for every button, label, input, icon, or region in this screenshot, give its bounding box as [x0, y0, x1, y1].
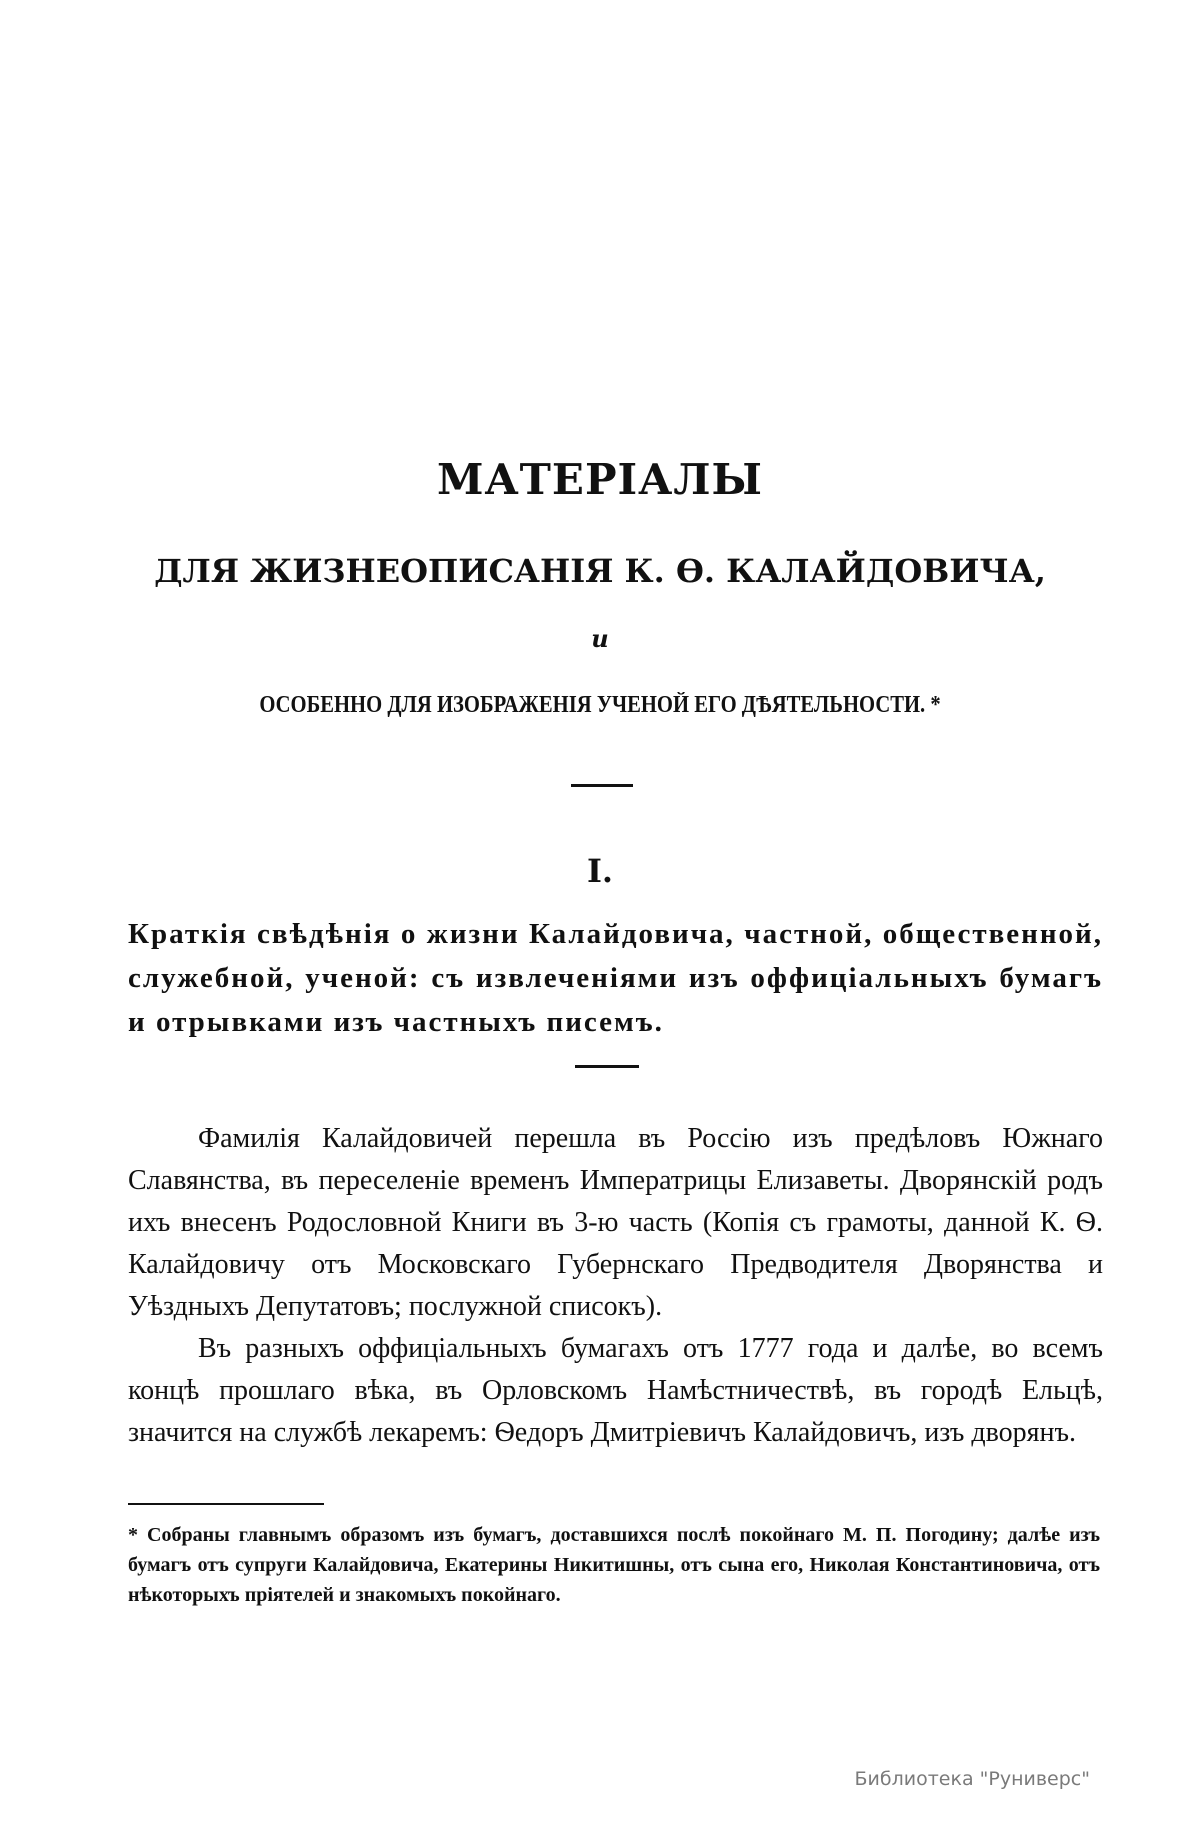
page-subtitle: ДЛЯ ЖИЗНЕОПИСАНІЯ К. Ѳ. КАЛАЙДОВИЧА,: [154, 552, 1046, 590]
page-subtitle-secondary: ОСОБЕННО ДЛЯ ИЗОБРАЖЕНІЯ УЧЕНОЙ ЕГО ДѢЯТЕЛЬНОСТИ. *: [259, 692, 941, 718]
subtitle-conjunction: и: [591, 624, 609, 653]
paragraph: Фамилія Калайдовичей перешла въ Россію изъ предѣловъ Южнаго Славянства, въ переселеніе временъ Императрицы Елизаветы. Дворянскій родъ ихъ внесенъ Родословной Книги въ 3-ю часть (Копія съ грамоты, данной К. Ѳ. Калайдовичу отъ Московскаго Губернскаго Предводителя Дворянства и Уѣздныхъ Депутатовъ; послужной списокъ).: [128, 1123, 1103, 1322]
body-text: [128, 1118, 1103, 1454]
footnote-divider: [128, 1503, 324, 1505]
page-title: МАТЕРІАЛЫ: [436, 455, 763, 504]
library-watermark: Библиотека "Руниверс": [854, 1768, 1090, 1790]
section-divider: [571, 784, 633, 787]
section-summary: Краткія свѣдѣнія о жизни Калайдовича, частной, общественной, служебной, ученой: съ извлеченіями изъ оффиціальныхъ бумагъ и отрывками изъ частныхъ писемъ.: [128, 918, 1103, 1038]
footnote: * Собраны главнымъ образомъ изъ бумагъ, доставшихся послѣ покойнаго М. П. Погодину; далѣе изъ бумагъ отъ супруги Калайдовича, Екатерины Никитишны, отъ сына его, Николая Константиновича, отъ нѣкоторыхъ пріятелей и знакомыхъ покойнаго.: [128, 1524, 1100, 1606]
section-divider: [575, 1065, 639, 1068]
paragraph: Въ разныхъ оффиціальныхъ бумагахъ отъ 1777 года и далѣе, во всемъ концѣ прошлаго вѣка, въ Орловскомъ Намѣстничествѣ, въ городѣ Ельцѣ, значится на службѣ лекаремъ: Ѳедоръ Дмитріевичъ Калайдовичъ, изъ дворянъ.: [128, 1333, 1103, 1448]
section-number: I.: [586, 852, 614, 890]
